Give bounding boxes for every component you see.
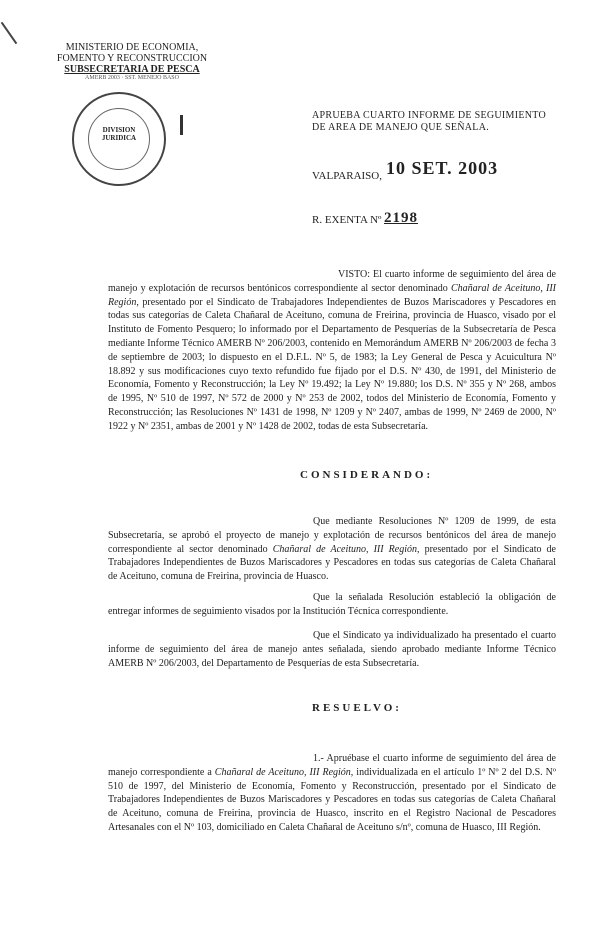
stamped-date: 10 SET. 2003 xyxy=(386,158,499,178)
document-reference: APRUEBA CUARTO INFORME DE SEGUIMIENTO DE AREA DE MANEJO QUE SEÑALA. xyxy=(312,110,547,133)
margin-mark xyxy=(180,115,183,135)
ministry-line-4: AMERB 2003 · SST. MENEJO BASO xyxy=(85,75,179,81)
resuelvo-paragraph-1: 1.- Apruébase el cuarto informe de seguimiento del área de manejo correspondiente a Chañaral de Aceituno, III Región, individualizada en el artículo 1º Nº 2 del D.S. Nº 510 de 1997, del Ministerio de Economía, Fomento y Reconstrucción, presentado por el Sindicato de Trabajadores Independientes de Buzos Mariscadores y Pescadores en todas sus categorías de Caleta Chañaral de Aceituno, comuna de Freirina, provincia de Huasco, inscrito en el Registro Nacional de Pescadores Artesanales con el Nº 103, domiciliado en Caleta Chañaral de Aceituno s/nº, comuna de Huasco, III Región. xyxy=(108,753,557,833)
seal-line-1: DIVISION xyxy=(102,126,136,134)
seal-text xyxy=(74,126,164,142)
resuelvo-heading: RESUELVO: xyxy=(312,702,402,714)
date-city: VALPARAISO, xyxy=(312,170,382,182)
considerando-paragraph-3: Que el Sindicato ya individualizado ha presentado el cuarto informe de seguimiento del área de manejo antes señalada, siendo aprobado mediante Informe Técnico AMERB Nº 206/2003, del Departamento de Pesquerías de esta Subsecretaría. xyxy=(108,630,556,669)
seal-line-2: JURIDICA xyxy=(101,134,137,142)
considerando-paragraph-2: Que la señalada Resolución estableció la obligación de entregar informes de seguimiento visados por la Institución Técnica correspondiente. xyxy=(108,592,556,617)
exenta-label: R. EXENTA Nº xyxy=(312,214,382,226)
considerando-heading: CONSIDERANDO: xyxy=(300,469,434,481)
resolution-number: 2198 xyxy=(384,210,418,226)
ministry-header xyxy=(52,42,212,82)
visto-paragraph: VISTO: El cuarto informe de seguimiento del área de manejo y explotación de recursos bentónicos correspondiente al sector denominado Chañaral de Aceituno, III Región, presentado por el Sindicato de Trabajadores Independientes de Buzos Mariscadores y Pescadores en todas sus categorías de Caleta Chañaral de Aceituno, comuna de Freirina, provincia de Huasco, visado por el Instituto de Fomento Pesquero; lo informado por el Departamento de Pesquerías de la Subsecretaría de Pesca mediante Informe Técnico AMERB Nº 206/2003, contenido en Memorándum AMERB Nº 206/2003 de fecha 3 de septiembre de 2003; lo dispuesto en el D.F.L. Nº 5, de 1983; la Ley General de Pesca y Acuicultura Nº 18.892 y sus modificaciones cuyo texto refundido fue fijado por el D.S. Nº 430, de 1991, del Ministerio de Economía, Fomento y Reconstrucción; la Ley Nº 19.492; la Ley Nº 19.880; los D.S. Nº 355 y Nº 268, ambos de 1995, Nº 510 de 1997, Nº 572 de 2000 y Nº 253 de 2002, todos del Ministerio de Economía, Fomento y Reconstrucción; las Resoluciones Nº 1431 de 1998, Nº 1209 y Nº 2407, ambas de 1999, Nº 2469 de 2000, Nº 1922 y Nº 2351, ambas de 2001 y Nº 1428 de 2002, todas de esta Subsecretaría. xyxy=(108,269,556,432)
considerando-paragraph-1: Que mediante Resoluciones Nº 1209 de 1999, de esta Subsecretaría, se aprobó el proyecto de manejo y explotación de recursos bentónicos del área de manejo correspondiente al sector denominado Chañaral de Aceituno, III Región, presentado por el Sindicato de Trabajadores Independientes de Buzos Mariscadores y Pescadores en todas sus categorías de Caleta Chañaral de Aceituno, comuna de Freirina, provincia de Huasco. xyxy=(108,516,556,583)
ministry-line-2: FOMENTO Y RECONSTRUCCION xyxy=(56,53,208,64)
ministry-line-3: SUBSECRETARIA DE PESCA xyxy=(64,64,200,75)
pen-mark xyxy=(1,22,18,44)
ministry-line-1: MINISTERIO DE ECONOMIA, xyxy=(65,42,199,53)
division-juridica-seal xyxy=(72,92,166,186)
